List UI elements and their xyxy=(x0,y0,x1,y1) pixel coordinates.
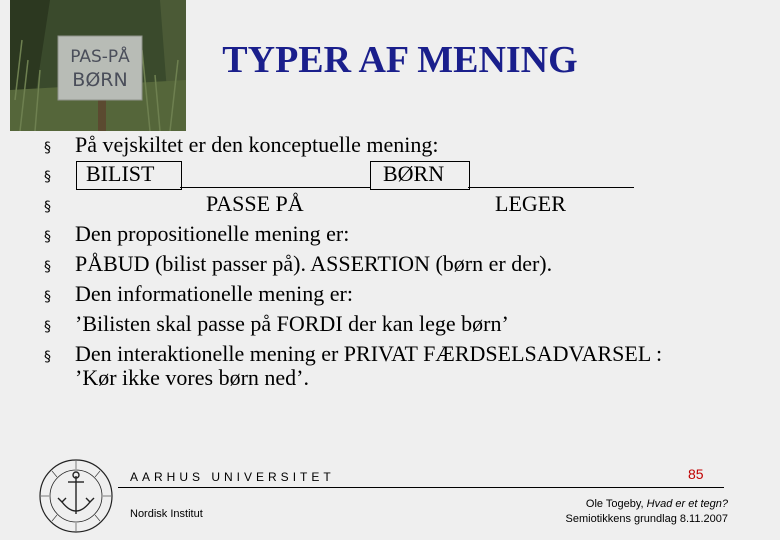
text-line: På vejskiltet er den konceptuelle mening: xyxy=(75,132,439,157)
university-seal-logo xyxy=(38,458,114,534)
course-title: Semiotikkens grundlag 8.11.2007 xyxy=(565,513,728,525)
leger-label: LEGER xyxy=(495,191,566,216)
bullet-marker: § xyxy=(44,289,51,305)
svg-text:PAS-PÅ: PAS-PÅ xyxy=(70,47,130,67)
institute-name: Nordisk Institut xyxy=(130,508,203,520)
passe-pa-label: PASSE PÅ xyxy=(206,191,304,216)
bilist-label: BILIST xyxy=(86,161,155,186)
author-name: Ole Togeby, xyxy=(585,498,647,510)
slide-title: TYPER AF MENING xyxy=(222,39,578,81)
text-line: PÅBUD (bilist passer på). ASSERTION (børn er der). xyxy=(75,251,553,276)
road-sign-photo xyxy=(10,0,186,131)
connector-line xyxy=(180,187,370,188)
page-number: 85 xyxy=(688,466,704,482)
bullet-marker: § xyxy=(44,169,51,185)
text-line: Den propositionelle mening er: xyxy=(75,221,350,246)
footer-divider xyxy=(118,487,724,488)
bullet-marker: § xyxy=(44,229,51,245)
bullet-marker: § xyxy=(44,349,51,365)
bullet-marker: § xyxy=(44,259,51,275)
text-line: Den informationelle mening er: xyxy=(75,281,353,306)
text-line: ’Bilisten skal passe på FORDI der kan lege børn’ xyxy=(75,311,509,336)
connector-line xyxy=(468,187,634,188)
work-title: Hvad er et tegn? xyxy=(646,498,728,510)
text-line: ’Kør ikke vores børn ned’. xyxy=(75,365,309,390)
svg-text:BØRN: BØRN xyxy=(72,69,128,91)
text-line: Den interaktionelle mening er PRIVAT FÆRDSELSADVARSEL : xyxy=(75,341,663,366)
born-label: BØRN xyxy=(383,161,445,186)
bullet-marker: § xyxy=(44,319,51,335)
bullet-marker: § xyxy=(44,140,51,156)
university-name: AARHUS UNIVERSITET xyxy=(130,470,335,484)
bullet-marker: § xyxy=(44,199,51,215)
author-credit xyxy=(566,497,728,527)
